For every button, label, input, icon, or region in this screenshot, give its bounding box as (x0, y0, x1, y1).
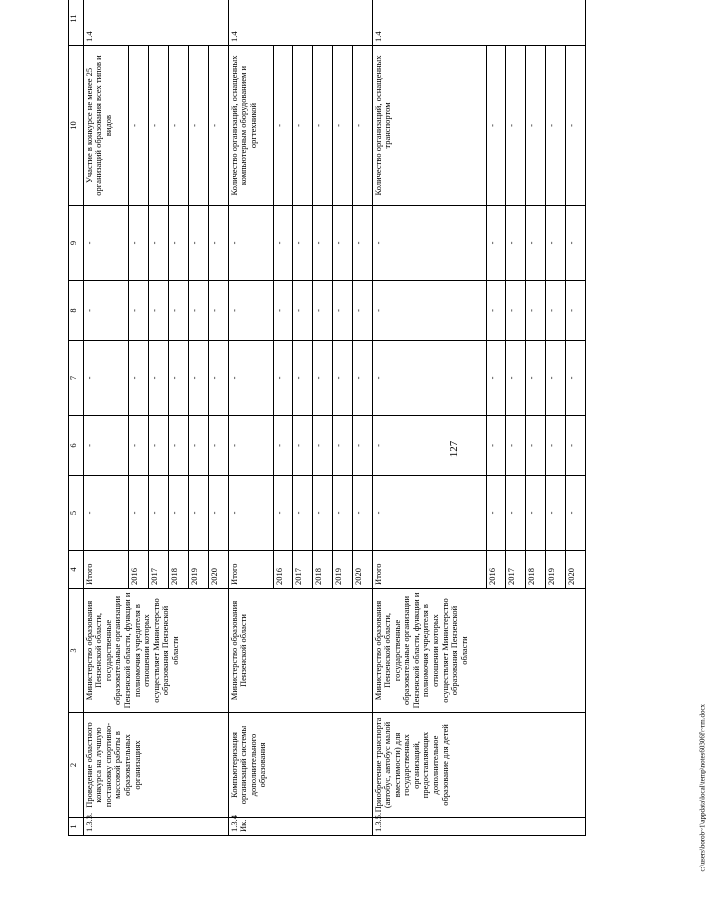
dash-cell: - (169, 206, 189, 281)
dash-cell: - (313, 206, 333, 281)
dash-cell: - (506, 341, 526, 416)
dash-cell: - (313, 281, 333, 341)
dash-cell: - (273, 281, 293, 341)
dash-cell: - (83, 416, 128, 476)
dash-cell: - (506, 476, 526, 551)
dash-cell: - (293, 46, 313, 206)
dash-cell: - (372, 416, 486, 476)
dash-cell: - (208, 206, 228, 281)
item-indicator: Участие в конкурсе не менее 25 организаций образования всех типов и видов (83, 46, 128, 206)
item-col11: 1.4 (228, 0, 372, 46)
dash-cell: - (333, 416, 353, 476)
dash-cell: - (333, 476, 353, 551)
header-cell: 11 (69, 0, 84, 46)
dash-cell: - (372, 281, 486, 341)
year-cell: 2018 (526, 551, 546, 589)
dash-cell: - (169, 476, 189, 551)
dash-cell: - (83, 476, 128, 551)
dash-cell: - (566, 46, 586, 206)
dash-cell: - (83, 341, 128, 416)
dash-cell: - (293, 476, 313, 551)
dash-cell: - (188, 46, 208, 206)
rotated-table-wrapper (68, 12, 586, 836)
header-cell: 6 (69, 416, 84, 476)
dash-cell: - (169, 416, 189, 476)
dash-cell: - (546, 341, 566, 416)
year-cell: 2016 (273, 551, 293, 589)
dash-cell: - (129, 206, 149, 281)
dash-cell: - (149, 341, 169, 416)
dash-cell: - (149, 416, 169, 476)
year-cell: 2020 (353, 551, 373, 589)
dash-cell: - (566, 416, 586, 476)
dash-cell: - (526, 476, 546, 551)
item-name: Приобретение транспорта (автобус, автобус малой вместимости) для государственных организаций, предоставляющих дополнительное образование для детей (372, 713, 585, 818)
year-cell: 2020 (566, 551, 586, 589)
dash-cell: - (149, 206, 169, 281)
dash-cell: - (169, 341, 189, 416)
dash-cell: - (149, 46, 169, 206)
dash-cell: - (129, 281, 149, 341)
header-cell: 1 (69, 818, 84, 836)
dash-cell: - (228, 476, 273, 551)
dash-cell: - (486, 206, 506, 281)
dash-cell: - (566, 281, 586, 341)
dash-cell: - (273, 46, 293, 206)
dash-cell: - (313, 416, 333, 476)
program-table (68, 0, 586, 836)
dash-cell: - (208, 281, 228, 341)
header-cell: 3 (69, 589, 84, 713)
item-name: Компьютеризация организаций системы дополнительного образования (228, 713, 372, 818)
dash-cell: - (228, 206, 273, 281)
footer-file-path: c:\users\borob~1\appdata\local\temp\notes60306f\~rm.docx (698, 703, 707, 872)
year-cell: 2017 (293, 551, 313, 589)
dash-cell: - (83, 281, 128, 341)
dash-cell: - (486, 476, 506, 551)
dash-cell: - (129, 341, 149, 416)
dash-cell: - (188, 476, 208, 551)
dash-cell: - (526, 341, 546, 416)
year-cell: 2019 (333, 551, 353, 589)
dash-cell: - (353, 281, 373, 341)
dash-cell: - (273, 206, 293, 281)
dash-cell: - (526, 206, 546, 281)
item-executor: Министерство образования Пензенской области, государственные образовательные организации Пензенской области, функции и полномочия учредителя в отношении которых осуществляет Министерство образования Пензенской области (83, 589, 228, 713)
header-cell: 9 (69, 206, 84, 281)
dash-cell: - (353, 46, 373, 206)
year-cell: 2016 (486, 551, 506, 589)
dash-cell: - (228, 416, 273, 476)
dash-cell: - (546, 46, 566, 206)
item-number: 1.3.3. (83, 818, 228, 836)
total-label: Итого (372, 551, 486, 589)
dash-cell: - (566, 341, 586, 416)
year-cell: 2018 (313, 551, 333, 589)
dash-cell: - (228, 281, 273, 341)
total-label: Итого (228, 551, 273, 589)
dash-cell: - (149, 476, 169, 551)
header-cell: 8 (69, 281, 84, 341)
dash-cell: - (372, 476, 486, 551)
year-cell: 2017 (506, 551, 526, 589)
item-indicator: Количество организаций, оснащенных транспортом (372, 46, 486, 206)
year-cell: 2019 (188, 551, 208, 589)
dash-cell: - (526, 416, 546, 476)
dash-cell: - (486, 341, 506, 416)
dash-cell: - (208, 476, 228, 551)
table-row (83, 0, 128, 836)
dash-cell: - (188, 341, 208, 416)
table-row (228, 0, 273, 836)
dash-cell: - (506, 46, 526, 206)
dash-cell: - (313, 46, 333, 206)
dash-cell: - (149, 281, 169, 341)
header-cell: 7 (69, 341, 84, 416)
item-name: Проведение областного конкурса на лучшую постановку спортивно-массовой работы в образовательных организациях (83, 713, 228, 818)
item-number: 1.3.5. (372, 818, 585, 836)
dash-cell: - (293, 281, 313, 341)
year-cell: 2016 (129, 551, 149, 589)
header-cell: 10 (69, 46, 84, 206)
dash-cell: - (526, 46, 546, 206)
dash-cell: - (169, 46, 189, 206)
dash-cell: - (486, 281, 506, 341)
dash-cell: - (546, 281, 566, 341)
dash-cell: - (353, 341, 373, 416)
dash-cell: - (333, 341, 353, 416)
dash-cell: - (372, 341, 486, 416)
year-cell: 2017 (149, 551, 169, 589)
dash-cell: - (83, 206, 128, 281)
dash-cell: - (293, 341, 313, 416)
dash-cell: - (129, 46, 149, 206)
dash-cell: - (333, 206, 353, 281)
item-executor: Министерство образования Пензенской области (228, 589, 372, 713)
dash-cell: - (313, 476, 333, 551)
dash-cell: - (506, 416, 526, 476)
dash-cell: - (208, 341, 228, 416)
item-number: 1.3.4 Ик. (228, 818, 372, 836)
dash-cell: - (566, 476, 586, 551)
item-col11: 1.4 (372, 0, 585, 46)
total-label: Итого (83, 551, 128, 589)
dash-cell: - (546, 206, 566, 281)
dash-cell: - (566, 206, 586, 281)
dash-cell: - (228, 341, 273, 416)
dash-cell: - (273, 416, 293, 476)
dash-cell: - (129, 416, 149, 476)
dash-cell: - (526, 281, 546, 341)
dash-cell: - (313, 341, 333, 416)
dash-cell: - (208, 46, 228, 206)
item-executor: Министерство образования Пензенской области, государственные образовательные организации Пензенской области, функции и полномочия учредителя в отношении которых осуществляет Министерство образования Пензенской области (372, 589, 585, 713)
header-cell: 2 (69, 713, 84, 818)
dash-cell: - (546, 476, 566, 551)
table-row (372, 0, 486, 836)
dash-cell: - (486, 416, 506, 476)
item-col11: 1.4 (83, 0, 228, 46)
dash-cell: - (293, 416, 313, 476)
year-cell: 2019 (546, 551, 566, 589)
year-cell: 2020 (208, 551, 228, 589)
dash-cell: - (129, 476, 149, 551)
dash-cell: - (353, 206, 373, 281)
header-cell: 5 (69, 476, 84, 551)
year-cell: 2018 (169, 551, 189, 589)
header-cell: 4 (69, 551, 84, 589)
dash-cell: - (188, 416, 208, 476)
dash-cell: - (273, 476, 293, 551)
dash-cell: - (353, 476, 373, 551)
item-indicator: Количество организаций, оснащенных компьютерным оборудованием и оргтехникой (228, 46, 273, 206)
dash-cell: - (372, 206, 486, 281)
dash-cell: - (506, 206, 526, 281)
page-number: 127 (448, 440, 460, 458)
dash-cell: - (506, 281, 526, 341)
header-row (69, 0, 84, 836)
dash-cell: - (293, 206, 313, 281)
dash-cell: - (208, 416, 228, 476)
dash-cell: - (273, 341, 293, 416)
dash-cell: - (486, 46, 506, 206)
dash-cell: - (188, 281, 208, 341)
dash-cell: - (333, 281, 353, 341)
dash-cell: - (188, 206, 208, 281)
dash-cell: - (169, 281, 189, 341)
dash-cell: - (546, 416, 566, 476)
dash-cell: - (353, 416, 373, 476)
dash-cell: - (333, 46, 353, 206)
